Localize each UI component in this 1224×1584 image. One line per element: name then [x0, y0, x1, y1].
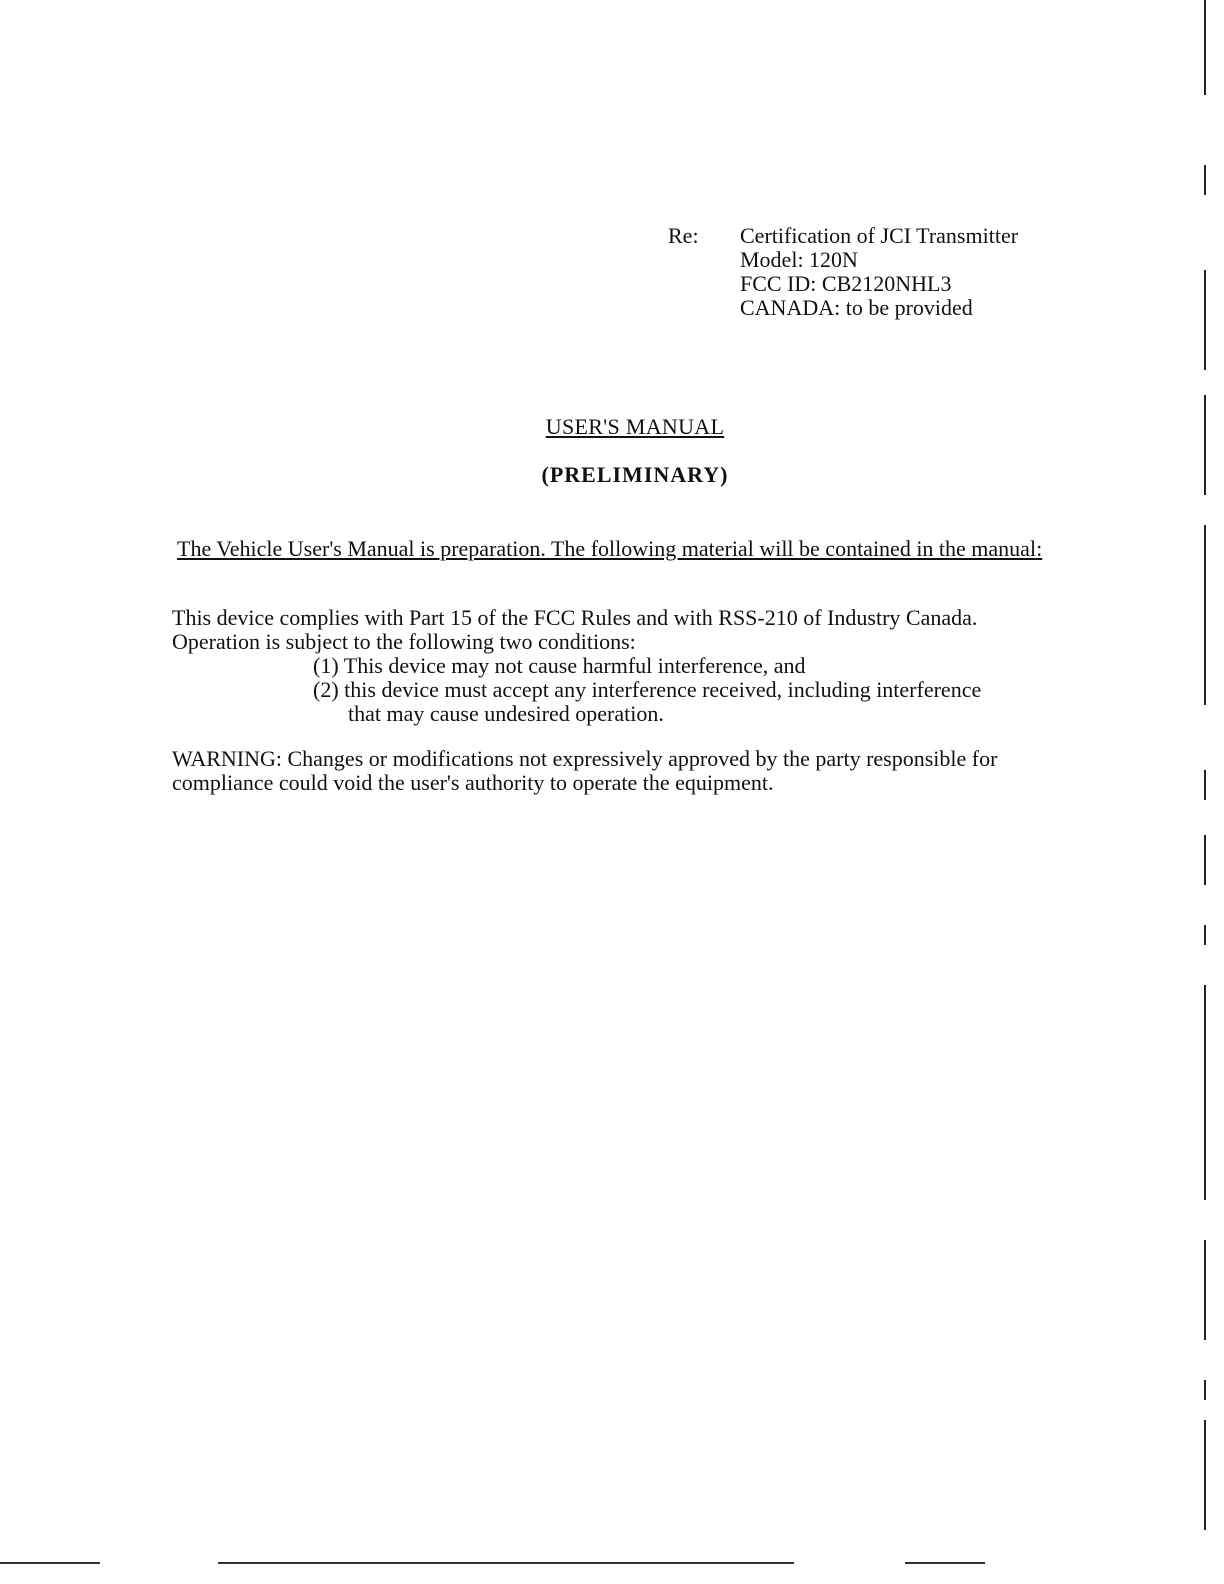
- compliance-line-2: Operation is subject to the following two conditions:: [172, 629, 636, 654]
- warning-line-2: compliance could void the user's authority to operate the equipment.: [172, 770, 774, 795]
- scan-edge-mark: [1204, 985, 1206, 1200]
- re-lines: [740, 224, 1018, 320]
- bottom-rule: [218, 1562, 794, 1564]
- page-subtitle: (PRELIMINARY): [541, 462, 729, 487]
- condition-1: (1) This device may not cause harmful interference, and: [313, 653, 806, 678]
- re-line-fcc-id: FCC ID: CB2120NHL3: [740, 271, 952, 296]
- bottom-rule: [905, 1562, 985, 1564]
- re-label: Re:: [668, 223, 699, 248]
- re-line-certification: Certification of JCI Transmitter: [740, 223, 1019, 248]
- re-line-canada: CANADA: to be provided: [740, 295, 973, 320]
- scan-edge-mark: [1204, 835, 1206, 885]
- re-line-model: Model: 120N: [740, 247, 858, 272]
- scan-edge-mark: [1204, 1240, 1206, 1340]
- scan-edge-mark: [1204, 1420, 1206, 1530]
- intro-statement: The Vehicle User's Manual is preparation. The following material will be contained in the manual:: [177, 536, 1043, 561]
- scan-edge-mark: [1204, 0, 1206, 95]
- condition-2-continued: that may cause undesired operation.: [348, 701, 664, 726]
- compliance-line-1: This device complies with Part 15 of the FCC Rules and with RSS-210 of Industry Canada.: [172, 605, 978, 630]
- bottom-rule: [0, 1562, 100, 1564]
- page-title: USER'S MANUAL: [545, 414, 725, 439]
- scan-edge-mark: [1204, 525, 1206, 705]
- warning-line-1: WARNING: Changes or modifications not expressively approved by the party responsible for: [172, 746, 998, 771]
- condition-2: (2) this device must accept any interference received, including interference: [313, 677, 982, 702]
- scan-edge-mark: [1204, 165, 1206, 195]
- scan-edge-mark: [1204, 925, 1206, 945]
- scan-edge-mark: [1204, 270, 1206, 370]
- scan-edge-mark: [1204, 770, 1206, 800]
- scan-edge-mark: [1204, 1380, 1206, 1400]
